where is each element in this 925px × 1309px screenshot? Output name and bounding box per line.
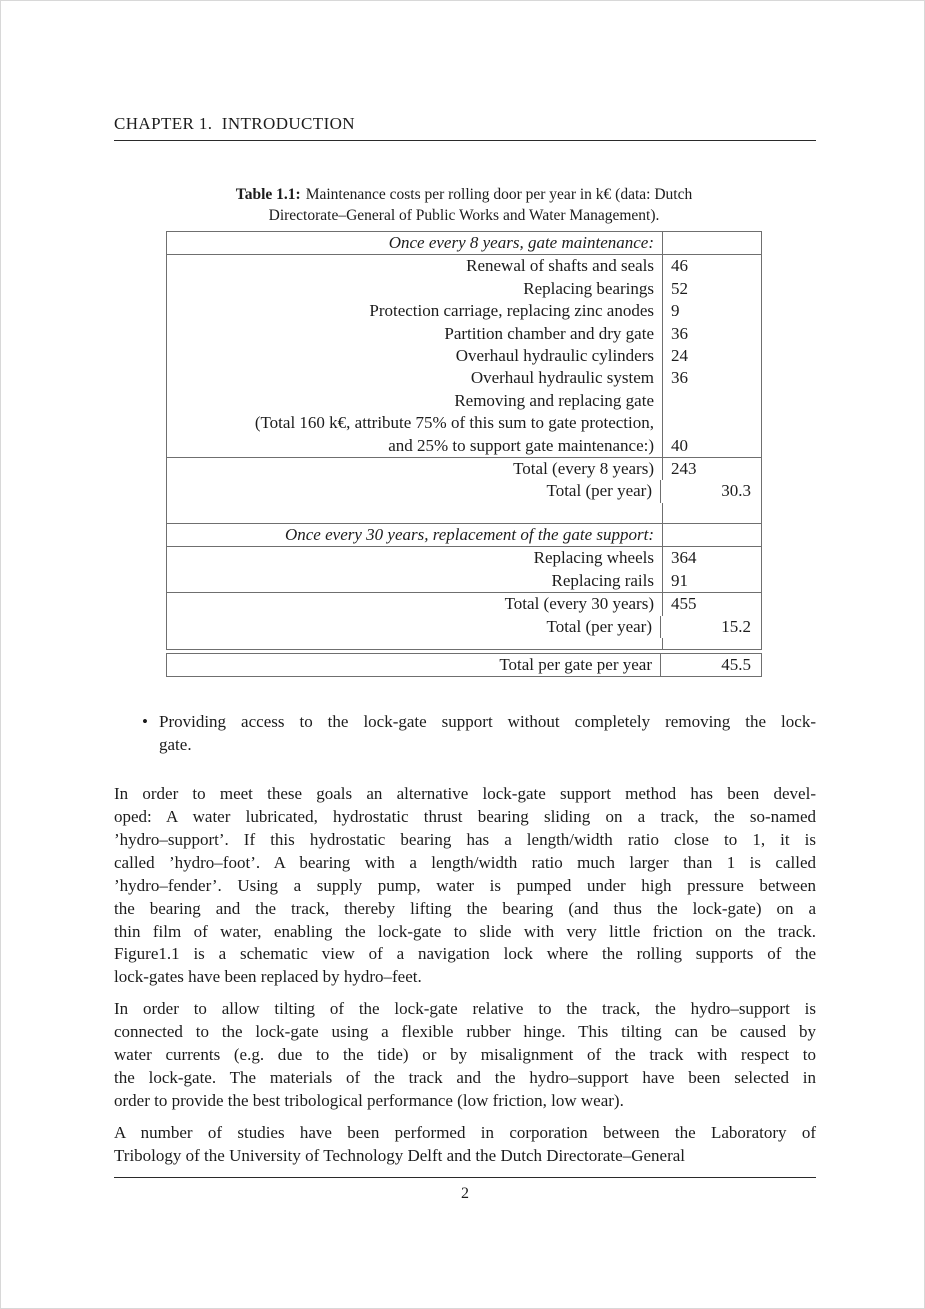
table-row [167,593,761,615]
table-row [167,367,761,389]
table-row [167,300,761,322]
row-value: 455 [662,593,761,615]
table-row [167,570,761,592]
grand-total-table [166,653,762,677]
row-value [662,412,761,434]
table-row [167,390,761,412]
row-label: Total (every 8 years) [513,459,654,479]
table-row [167,323,761,345]
row-value: 52 [662,278,761,300]
text-line: ’hydro–support’. If this hydrostatic bearing has a length/width ratio close to 1, it is [114,829,816,849]
text-line: oped: A water lubricated, hydrostatic thrust bearing sliding on a track, the so-named [114,807,816,827]
body-paragraphs [114,783,816,1168]
table-row [167,345,761,367]
row-label: and 25% to support gate maintenance:) [388,435,654,455]
table-row [167,278,761,300]
row-value [662,524,761,546]
bullet-text [159,711,816,757]
row-label: Replacing wheels [533,548,654,568]
caption-line-2: Directorate–General of Public Works and Water Management). [268,207,660,224]
caption-label: Table 1.1: [235,186,301,203]
table-row [167,654,761,676]
paragraph [114,783,816,989]
paragraph [114,998,816,1113]
row-label: Replacing rails [551,570,654,590]
text-line: gate. [159,735,192,755]
table-row [167,480,761,502]
table-row [167,547,761,569]
row-value [662,638,761,649]
page-content [114,1,816,1168]
chapter-header: CHAPTER 1. INTRODUCTION [114,114,355,133]
text-line: lock-gates have been replaced by hydro–feet. [114,967,422,987]
row-label: (Total 160 k€, attribute 75% of this sum to gate protection, [254,413,654,433]
text-line: water currents (e.g. due to the tide) or by misalignment of the track with respect to [114,1045,816,1065]
table-caption [166,184,762,226]
text-line: Providing access to the lock-gate support without completely removing the lock- [159,712,816,732]
row-label: Partition chamber and dry gate [444,323,654,343]
row-label: Once every 30 years, replacement of the gate support: [284,524,654,544]
table-row [167,255,761,277]
row-label: Total (every 30 years) [504,594,654,614]
row-label: Overhaul hydraulic system [470,368,654,388]
row-label: Total (per year) [546,481,652,501]
table-section [167,523,761,649]
row-value: 9 [662,300,761,322]
text-line: In order to meet these goals an alternative lock-gate support method has been devel- [114,784,816,804]
text-line: Tribology of the University of Technology Delft and the Dutch Directorate–General [114,1145,685,1165]
row-label: Total per gate per year [499,654,652,674]
row-value [662,390,761,412]
row-value: 30.3 [660,480,761,502]
row-label: Once every 8 years, gate maintenance: [388,233,654,252]
text-line: order to provide the best tribological performance (low friction, low wear). [114,1090,624,1110]
row-value: 364 [662,547,761,569]
text-line: ’hydro–fender’. Using a supply pump, water is pumped under high pressure between [114,875,816,895]
cost-table [166,231,762,650]
row-value: 91 [662,570,761,592]
table-row [167,503,761,523]
text-line: A number of studies have been performed in corporation between the Laboratory of [114,1122,816,1142]
caption-text-1: Maintenance costs per rolling door per year in k€ (data: Dutch [305,186,693,203]
totals-group [167,457,761,503]
text-line: the bearing and the track, thereby lifting the bearing (and thus the lock-gate) on a [114,898,816,918]
text-line: thin film of water, enabling the lock-gate to slide with very little friction on the track. [114,921,816,941]
text-line: connected to the lock-gate using a flexible rubber hinge. This tilting can be caused by [114,1022,816,1042]
paragraph [114,1122,816,1168]
text-line: called ’hydro–foot’. A bearing with a length/width ratio much larger than 1 is called [114,852,816,872]
row-value: 36 [662,367,761,389]
row-label [167,503,662,523]
table-row [167,458,761,480]
table-row [167,412,761,434]
row-label: Removing and replacing gate [454,390,654,410]
text-line: the lock-gate. The materials of the track and the hydro–support have been selected in [114,1068,816,1087]
bullet-icon: • [142,712,148,732]
row-value: 24 [662,345,761,367]
footer-rule [114,1177,816,1178]
row-value: 40 [662,435,761,457]
bullet-item [142,711,816,757]
row-value [662,232,761,254]
row-label [167,638,662,649]
row-label: Replacing bearings [523,278,654,298]
row-value: 46 [662,255,761,277]
row-value: 45.5 [660,654,761,676]
row-value: 243 [662,458,761,480]
table-row [167,524,761,547]
row-label: Protection carriage, replacing zinc anodes [369,301,654,321]
table-row [167,638,761,649]
page-number: 2 [461,1185,469,1202]
row-label: Total (per year) [546,616,652,636]
row-value [662,503,761,523]
table-section [167,232,761,523]
row-value: 15.2 [660,616,761,638]
row-label: Overhaul hydraulic cylinders [455,346,654,366]
header-rule [114,140,816,141]
table-row [167,232,761,255]
totals-group [167,592,761,638]
row-value: 36 [662,323,761,345]
page-footer [114,1177,816,1203]
caption-line-1 [166,184,762,205]
text-line: In order to allow tilting of the lock-gate relative to the track, the hydro–support is [114,999,816,1019]
table-row [167,435,761,457]
text-line: Figure1.1 is a schematic view of a navigation lock where the rolling supports of the [114,944,816,964]
row-label: Renewal of shafts and seals [466,256,654,276]
table-row [167,616,761,638]
